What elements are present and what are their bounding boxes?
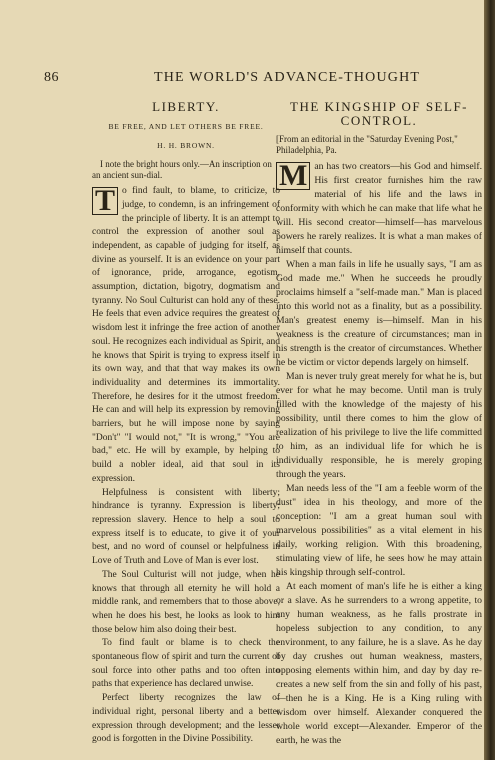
article-title-kingship: THE KINGSHIP OF SELF-CONTROL. [290,99,468,128]
book-spine-edge [484,0,495,760]
drop-cap: T [92,187,118,215]
page-header [44,70,464,90]
article-title-liberty: LIBERTY. [152,99,220,114]
paragraph: Man is never truly great merely for what he is, but ever for what he may become. Until man is truly filled with the knowledge of the majesty of his possibility, until there comes to him the glow of realization of his privilege to live the life committed to him, as an individual life for which he is individually responsible, he is merely groping through the years. [276,371,482,480]
paragraph: M an has two creators—his God and himself. His first creator furnishes him the raw material of his life and the laws in conformity with which he can make that life what he will. His second creator—himself—has marvelous powers he rarely realizes. It is what a man makes of himself that counts. [276,159,482,256]
paragraph: To find fault or blame is to check the spontaneous flow of spirit and turn the current of soul force into other paths and too often into paths that experience has declared unwise. [92,638,280,690]
paragraph: Man needs less of the "I am a feeble worm of the dust" idea in his theology, and more of the conception: "I am a great human soul with marvelous possibilities" as a vital element in his daily, working religion. With this broadening, stimulating view of life, he sees how he may attain his kingship through self-control. [276,483,482,578]
paragraph: When a man fails in life he usually says, "I am as God made me." When he succeeds he proudly proclaims himself a "self-made man." Man is placed into this world not as a finality, but as a possibility. Man's greatest enemy is—himself. Man in his weakness is the creature of circumstances; man in his strength is the creator of circumstances. Whether he be victim or victor depends largely on himself. [276,259,482,368]
epigraph: I note the bright hours only.—An inscription on an ancient sun-dial. [92,159,272,181]
article-author: H. H. BROWN. [157,141,215,151]
right-column [276,100,482,748]
paragraph: The Soul Culturist will not judge, when he knows that through all eternity he will hold a middle rank, and remembers that to those above, when he does his best, he looks as look to him those below him also doing their best. [92,569,280,635]
source-note: [From an editorial in the "Saturday Evening Post," Philadelphia, Pa. [276,134,458,155]
article-motto: BE FREE, AND LET OTHERS BE FREE. [108,121,264,131]
page-number: 86 [44,70,59,85]
paragraph: At each moment of man's life he is either a king or a slave. As he surrenders to a wrong appetite, to any human weakness, as he falls prostrate in hopeless subjection to any condition, to any environment, to any failure, he is a slave. As he day by day crushes out human weakness, masters, opposing elements within him, and day by day re-creates a new self from the sin and folly of his past,—then he is a King. He is a King ruling with wisdom over himself. Alexander conquered the whole world except—Alexander. Emperor of the earth, he was the [276,581,482,746]
paragraph: Perfect liberty recognizes the law of individual right, personal liberty and a better expression through development; and the lesser good is forgotten in the Divine Possibility. [92,693,280,745]
drop-cap: M [276,162,310,190]
running-title: THE WORLD'S ADVANCE-THOUGHT [154,70,421,85]
paragraph: T o find fault, to blame, to criticize, to judge, to condemn, is an infringement of the principle of liberty. It is an attempt to control the expression of another soul as independent, as capable of judging for itself, as divine as yourself. It is an evidence on your part of ignorance, pride, arrogance, egotism, assumption, dictation, bigotry, dogmatism and tyranny. No Soul Culturist can hold any of these. He feels that even advice requires the greatest of wisdom lest it infringe the free action of another soul. He recognizes each individual as Spirit, and he knows that Spirit is trying to express itself in its own way, and that that way makes its own individuality and determines its immortality. Therefore, he desires for it the utmost freedom. He can and will help its expression by removing barriers, but he will impose none by saying "Don't" "I would not," "It is wrong," "You are bad," etc. He will by example, by helping to build a nobler ideal, aid that soul in its expression. [92,184,280,484]
left-column [92,100,280,747]
paragraph: Helpfulness is consistent with liberty; hindrance is tyranny. Expression is liberty; repression slavery. Hence to help a soul to express itself is to educate, to give it of your best, and no word of counsel or helpfulness in Love of Truth and Love of Man is ever lost. [92,487,280,567]
